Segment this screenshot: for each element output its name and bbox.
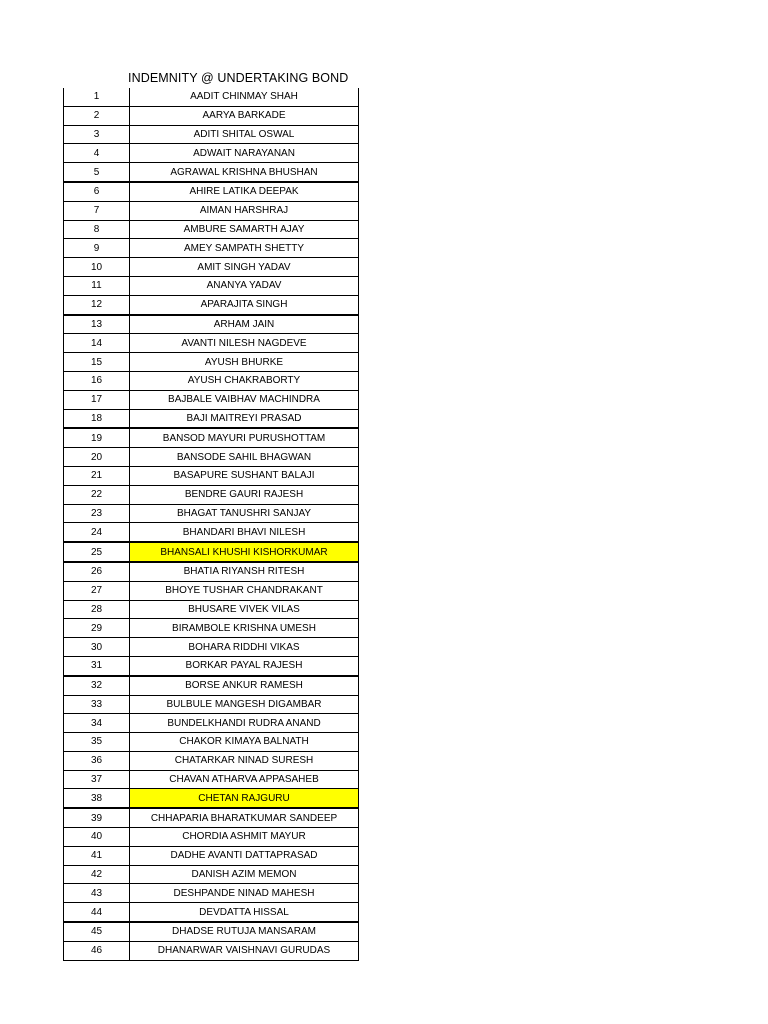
table-row [64, 695, 359, 714]
row-number-cell[interactable]: 29 [64, 619, 130, 638]
row-number-cell[interactable]: 9 [64, 239, 130, 258]
student-name-cell[interactable]: BUNDELKHANDI RUDRA ANAND [130, 714, 359, 733]
student-name-cell[interactable]: AMBURE SAMARTH AJAY [130, 220, 359, 239]
student-name-cell[interactable]: AGRAWAL KRISHNA BHUSHAN [130, 163, 359, 182]
student-name-cell[interactable]: AMIT SINGH YADAV [130, 258, 359, 277]
row-number-cell[interactable]: 44 [64, 903, 130, 922]
row-number-cell[interactable]: 7 [64, 201, 130, 220]
row-number-cell[interactable]: 16 [64, 371, 130, 390]
row-number-cell[interactable]: 39 [64, 808, 130, 827]
student-name-cell[interactable]: CHETAN RAJGURU [130, 789, 359, 808]
table-body [64, 88, 359, 960]
row-number-cell[interactable]: 8 [64, 220, 130, 239]
row-number-cell[interactable]: 13 [64, 315, 130, 334]
table-row [64, 676, 359, 695]
student-name-cell[interactable]: DHANARWAR VAISHNAVI GURUDAS [130, 941, 359, 960]
row-number-cell[interactable]: 30 [64, 638, 130, 657]
student-name-cell[interactable]: AMEY SAMPATH SHETTY [130, 239, 359, 258]
table-row [64, 353, 359, 372]
row-number-cell[interactable]: 5 [64, 163, 130, 182]
student-name-cell[interactable]: BHATIA RIYANSH RITESH [130, 562, 359, 581]
table-row [64, 751, 359, 770]
student-name-cell[interactable]: DEVDATTA HISSAL [130, 903, 359, 922]
table-row [64, 941, 359, 960]
student-name-cell[interactable]: CHAKOR KIMAYA BALNATH [130, 733, 359, 752]
table-row [64, 106, 359, 125]
row-number-cell[interactable]: 22 [64, 485, 130, 504]
student-name-cell[interactable]: ADWAIT NARAYANAN [130, 144, 359, 163]
table-row [64, 125, 359, 144]
row-number-cell[interactable]: 1 [64, 88, 130, 106]
table-row [64, 371, 359, 390]
table-row [64, 276, 359, 295]
table-row [64, 144, 359, 163]
table-row [64, 884, 359, 903]
row-number-cell[interactable]: 19 [64, 428, 130, 447]
student-name-cell[interactable]: AARYA BARKADE [130, 106, 359, 125]
row-number-cell[interactable]: 3 [64, 125, 130, 144]
student-name-cell[interactable]: AYUSH BHURKE [130, 353, 359, 372]
student-name-cell[interactable]: BHOYE TUSHAR CHANDRAKANT [130, 581, 359, 600]
row-number-cell[interactable]: 27 [64, 581, 130, 600]
row-number-cell[interactable]: 12 [64, 295, 130, 314]
student-name-cell[interactable]: CHATARKAR NINAD SURESH [130, 751, 359, 770]
row-number-cell[interactable]: 46 [64, 941, 130, 960]
student-name-cell[interactable]: DADHE AVANTI DATTAPRASAD [130, 846, 359, 865]
row-number-cell[interactable]: 24 [64, 523, 130, 542]
table-row [64, 789, 359, 808]
table-row [64, 220, 359, 239]
row-number-cell[interactable]: 21 [64, 466, 130, 485]
table-row [64, 808, 359, 827]
student-name-cell[interactable]: AIMAN HARSHRAJ [130, 201, 359, 220]
student-name-cell[interactable]: DANISH AZIM MEMON [130, 865, 359, 884]
row-number-cell[interactable]: 42 [64, 865, 130, 884]
row-number-cell[interactable]: 18 [64, 409, 130, 428]
table-row [64, 466, 359, 485]
table-row [64, 295, 359, 314]
row-number-cell[interactable]: 37 [64, 770, 130, 789]
row-number-cell[interactable]: 6 [64, 182, 130, 201]
student-name-cell[interactable]: BHANDARI BHAVI NILESH [130, 523, 359, 542]
table-row [64, 239, 359, 258]
row-number-cell[interactable]: 43 [64, 884, 130, 903]
student-name-cell[interactable]: BANSOD MAYURI PURUSHOTTAM [130, 428, 359, 447]
sheet-title: INDEMNITY @ UNDERTAKING BOND [128, 71, 349, 85]
row-number-cell[interactable]: 26 [64, 562, 130, 581]
table-row [64, 656, 359, 675]
table-row [64, 523, 359, 542]
row-number-cell[interactable]: 11 [64, 276, 130, 295]
table-row [64, 88, 359, 106]
row-number-cell[interactable]: 20 [64, 448, 130, 467]
table-row [64, 258, 359, 277]
row-number-cell[interactable]: 28 [64, 600, 130, 619]
table-row [64, 865, 359, 884]
student-name-cell[interactable]: CHHAPARIA BHARATKUMAR SANDEEP [130, 808, 359, 827]
student-name-cell[interactable]: AYUSH CHAKRABORTY [130, 371, 359, 390]
table-row [64, 846, 359, 865]
student-table [63, 88, 359, 961]
student-name-cell[interactable]: BANSODE SAHIL BHAGWAN [130, 448, 359, 467]
table-row [64, 581, 359, 600]
student-name-cell[interactable]: ADITI SHITAL OSWAL [130, 125, 359, 144]
student-name-cell[interactable]: BASAPURE SUSHANT BALAJI [130, 466, 359, 485]
row-number-cell[interactable]: 34 [64, 714, 130, 733]
row-number-cell[interactable]: 45 [64, 922, 130, 941]
row-number-cell[interactable]: 35 [64, 733, 130, 752]
table-row [64, 562, 359, 581]
student-name-cell[interactable]: BAJI MAITREYI PRASAD [130, 409, 359, 428]
student-name-cell[interactable]: APARAJITA SINGH [130, 295, 359, 314]
table-row [64, 903, 359, 922]
table-row [64, 409, 359, 428]
row-number-cell[interactable]: 14 [64, 334, 130, 353]
table-row [64, 600, 359, 619]
student-name-cell[interactable]: AVANTI NILESH NAGDEVE [130, 334, 359, 353]
row-number-cell[interactable]: 10 [64, 258, 130, 277]
row-number-cell[interactable]: 15 [64, 353, 130, 372]
table-row [64, 448, 359, 467]
student-name-cell[interactable]: DHADSE RUTUJA MANSARAM [130, 922, 359, 941]
student-name-cell[interactable]: BAJBALE VAIBHAV MACHINDRA [130, 390, 359, 409]
table-row [64, 163, 359, 182]
table-row [64, 714, 359, 733]
student-name-cell[interactable]: BIRAMBOLE KRISHNA UMESH [130, 619, 359, 638]
table-row [64, 182, 359, 201]
table-row [64, 922, 359, 941]
student-name-cell[interactable]: CHAVAN ATHARVA APPASAHEB [130, 770, 359, 789]
row-number-cell[interactable]: 17 [64, 390, 130, 409]
student-name-cell[interactable]: BHUSARE VIVEK VILAS [130, 600, 359, 619]
table-row [64, 770, 359, 789]
table-row [64, 828, 359, 847]
table-row [64, 504, 359, 523]
student-name-cell[interactable]: BORKAR PAYAL RAJESH [130, 656, 359, 675]
student-name-cell[interactable]: AADIT CHINMAY SHAH [130, 88, 359, 106]
student-name-cell[interactable]: BENDRE GAURI RAJESH [130, 485, 359, 504]
table-row [64, 334, 359, 353]
row-number-cell[interactable]: 31 [64, 656, 130, 675]
table-row [64, 733, 359, 752]
table-row [64, 201, 359, 220]
student-name-cell[interactable]: CHORDIA ASHMIT MAYUR [130, 828, 359, 847]
row-number-cell[interactable]: 2 [64, 106, 130, 125]
student-name-cell[interactable]: BORSE ANKUR RAMESH [130, 676, 359, 695]
student-name-cell[interactable]: AHIRE LATIKA DEEPAK [130, 182, 359, 201]
row-number-cell[interactable]: 41 [64, 846, 130, 865]
student-name-cell[interactable]: ANANYA YADAV [130, 276, 359, 295]
student-name-cell[interactable]: BULBULE MANGESH DIGAMBAR [130, 695, 359, 714]
table-row [64, 542, 359, 562]
student-name-cell[interactable]: BHAGAT TANUSHRI SANJAY [130, 504, 359, 523]
student-name-cell[interactable]: BOHARA RIDDHI VIKAS [130, 638, 359, 657]
row-number-cell[interactable]: 32 [64, 676, 130, 695]
student-name-cell[interactable]: ARHAM JAIN [130, 315, 359, 334]
table-row [64, 638, 359, 657]
table-row [64, 485, 359, 504]
student-name-cell[interactable]: DESHPANDE NINAD MAHESH [130, 884, 359, 903]
table-row [64, 428, 359, 447]
row-number-cell[interactable]: 33 [64, 695, 130, 714]
row-number-cell[interactable]: 40 [64, 828, 130, 847]
row-number-cell[interactable]: 25 [64, 542, 130, 562]
row-number-cell[interactable]: 4 [64, 144, 130, 163]
table-row [64, 315, 359, 334]
table-row [64, 619, 359, 638]
table-row [64, 390, 359, 409]
student-name-cell[interactable]: BHANSALI KHUSHI KISHORKUMAR [130, 542, 359, 562]
row-number-cell[interactable]: 38 [64, 789, 130, 808]
row-number-cell[interactable]: 36 [64, 751, 130, 770]
row-number-cell[interactable]: 23 [64, 504, 130, 523]
